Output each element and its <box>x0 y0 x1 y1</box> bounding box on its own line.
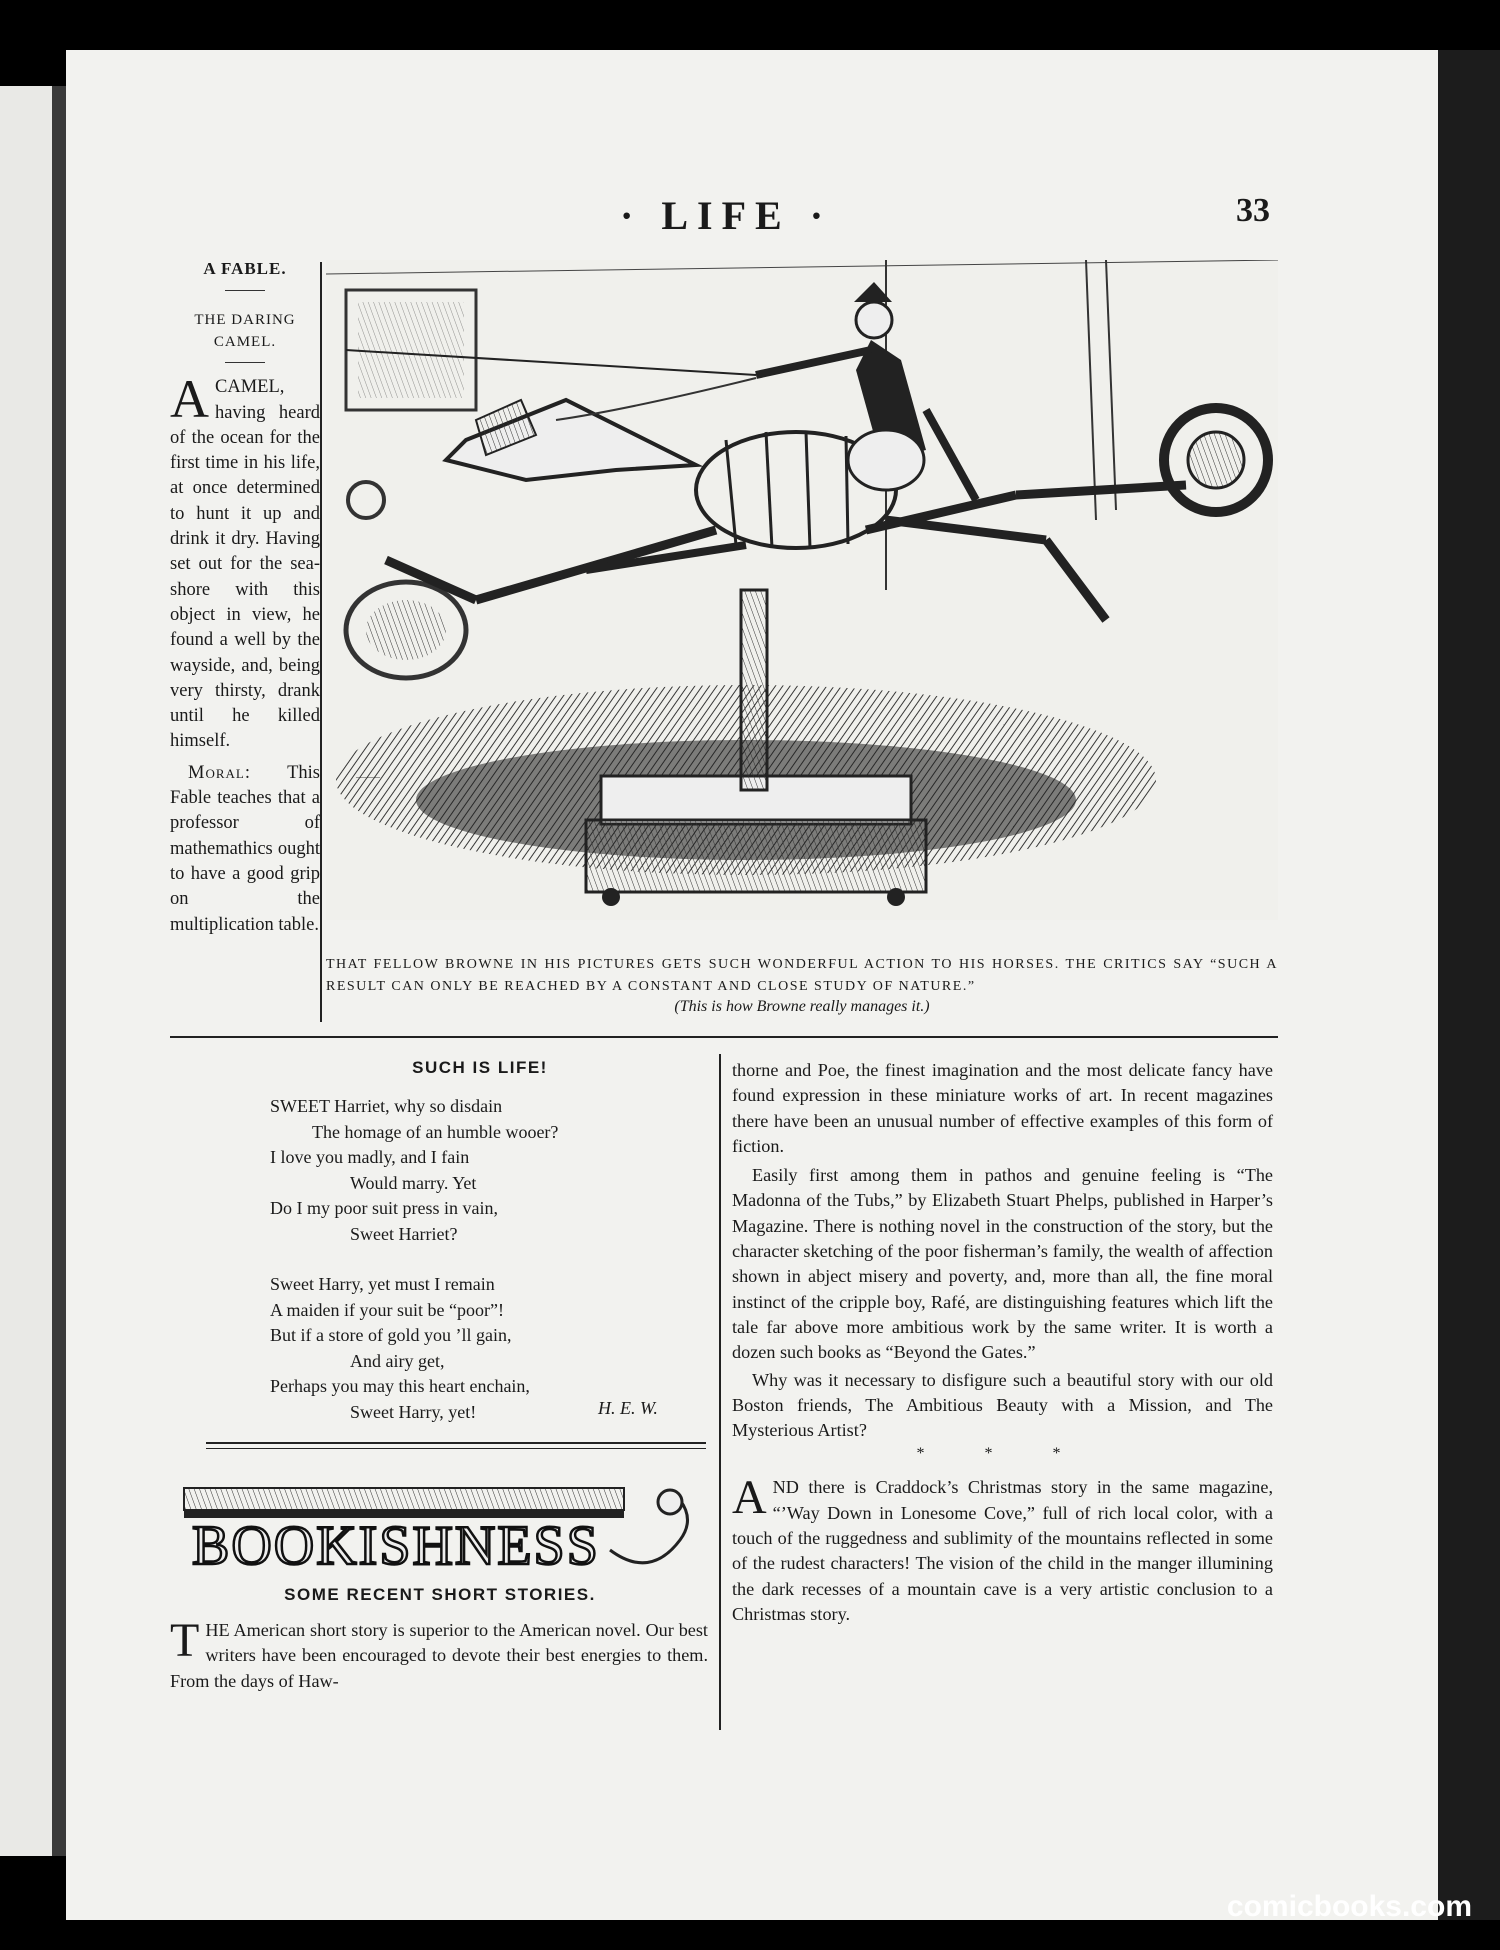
fable-subtitle-2: CAMEL. <box>213 334 277 351</box>
fable-subtitle-1: THE DARING <box>194 312 296 329</box>
fable-divider <box>225 290 265 291</box>
fable-divider-2 <box>225 362 265 363</box>
fable-body <box>170 369 320 754</box>
masthead-title: · LIFE · <box>620 193 833 238</box>
poem-divider-top <box>206 1442 706 1444</box>
poem-line: The homage of an humble wooer? <box>312 1121 559 1142</box>
article-para-2: Easily first among them in pathos and genuine feeling is “The Madonna of the Tubs,” by Elizabeth Stuart Phelps, published in Harper’s Magazine. There is nothing novel in the construction of the story, but the character sketching of the poor fisherman’s family, the wealth of affection shown in abject misery and poverty, and, more than all, the fine moral instinct of the cripple boy, Rafé, are distinguishing features which lift the tale far above more ambitious work by the same writer. It is worth a dozen such books as “Beyond the Gates.” <box>732 1165 1273 1363</box>
article-drop-cap-2: A <box>732 1471 767 1525</box>
cherub-icon <box>658 1490 682 1514</box>
poem-line: Do I my poor suit press in vain, <box>270 1198 498 1218</box>
page-gutter <box>52 86 66 1856</box>
fable-moral <box>170 761 320 938</box>
poem-line: Perhaps you may this heart enchain, <box>270 1376 530 1396</box>
article-drop-cap: T <box>170 1614 200 1667</box>
poem-signature: H. E. W. <box>598 1398 658 1418</box>
column-rule <box>719 1054 721 1730</box>
bookishness-banner <box>180 1480 700 1576</box>
poem-title: SUCH IS LIFE! <box>412 1058 548 1077</box>
section-stars: * * * <box>916 1445 1089 1463</box>
page-number: 33 <box>1236 192 1270 229</box>
moral-text: This Fable teaches that a professor of mathemathics ought to have a good grip on the multiplication table. <box>170 762 320 935</box>
poem-divider-bottom <box>206 1448 706 1449</box>
article-para-4: ND there is Craddock’s Christmas story in the same magazine, “’Way Down in Lonesome Cove,” full of rich local color, with a touch of the ruggedness and sublimity of the mountains reflected in some of the rudest characters! The vision of the child in the manger illumining the dark recesses of a mountain cave is a very artistic conclusion to a Christmas story. <box>732 1477 1273 1624</box>
cartoon-note: (This is how Browne really manages it.) <box>674 998 930 1015</box>
poem-line: Sweet Harry, yet! <box>350 1401 477 1422</box>
fable-drop-cap: A <box>170 369 209 430</box>
moral-label: Moral: <box>188 762 251 783</box>
poem-line: Sweet Harriet? <box>350 1223 458 1244</box>
article-column-left <box>170 1614 708 1694</box>
page-shadow-edge <box>1438 50 1500 1920</box>
poem-line: Sweet Harry, yet must I remain <box>270 1274 495 1294</box>
svg-text:———: ——— <box>356 772 381 782</box>
article-intro: HE American short story is superior to the American novel. Our best writers have been encouraged to devote their best energies to them. From the days of Haw- <box>170 1620 708 1691</box>
section-divider <box>170 1036 1278 1038</box>
poem-line: I love you madly, and I fain <box>270 1147 470 1167</box>
bookishness-title: BOOKISHNESS <box>192 1515 600 1576</box>
poem-line: SWEET Harriet, why so disdain <box>270 1096 503 1116</box>
poem-body <box>270 1094 690 1425</box>
poem-line: And airy get, <box>350 1350 445 1371</box>
poem-line: Would marry. Yet <box>350 1172 477 1193</box>
article-para-3: Why was it necessary to disfigure such a beautiful story with our old Boston friends, The Ambitious Beauty with a Mission, and The Mysterious Artist? <box>732 1369 1273 1441</box>
fable-column-rule <box>320 262 322 1022</box>
poem-line: A maiden if your suit be “poor”! <box>270 1299 504 1320</box>
cartoon-illustration <box>326 260 1278 920</box>
fable-title: A FABLE. <box>203 259 287 278</box>
article-continued: thorne and Poe, the finest imagination and the most delicate fancy have found expression in these miniature works of art. In recent magazines there have been an unusual number of effective examples of this form of fiction. <box>732 1060 1273 1156</box>
poem-line: But if a store of gold you ’ll gain, <box>270 1325 512 1345</box>
fable-text: CAMEL, having heard of the ocean for the first time in his life, at once determined to hunt it up and drink it dry. Having set out for the sea-shore with this object in view, he found a well by the wayside, and, being very thirsty, drank until he killed himself. <box>170 377 320 752</box>
article-column-right <box>732 1058 1273 1627</box>
bookishness-subtitle: SOME RECENT SHORT STORIES. <box>284 1585 596 1604</box>
site-watermark: comicbooks.com <box>1226 1890 1472 1923</box>
stanza-gap <box>270 1247 690 1272</box>
previous-page-edge <box>0 86 52 1856</box>
fable-column <box>170 256 320 938</box>
cartoon-caption: THAT FELLOW BROWNE IN HIS PICTURES GETS SUCH WONDERFUL ACTION TO HIS HORSES. THE CRITICS SAY “SUCH A RESULT CAN ONLY BE REACHED BY A CONSTANT AND CLOSE STUDY OF NATURE.” <box>326 957 1278 994</box>
